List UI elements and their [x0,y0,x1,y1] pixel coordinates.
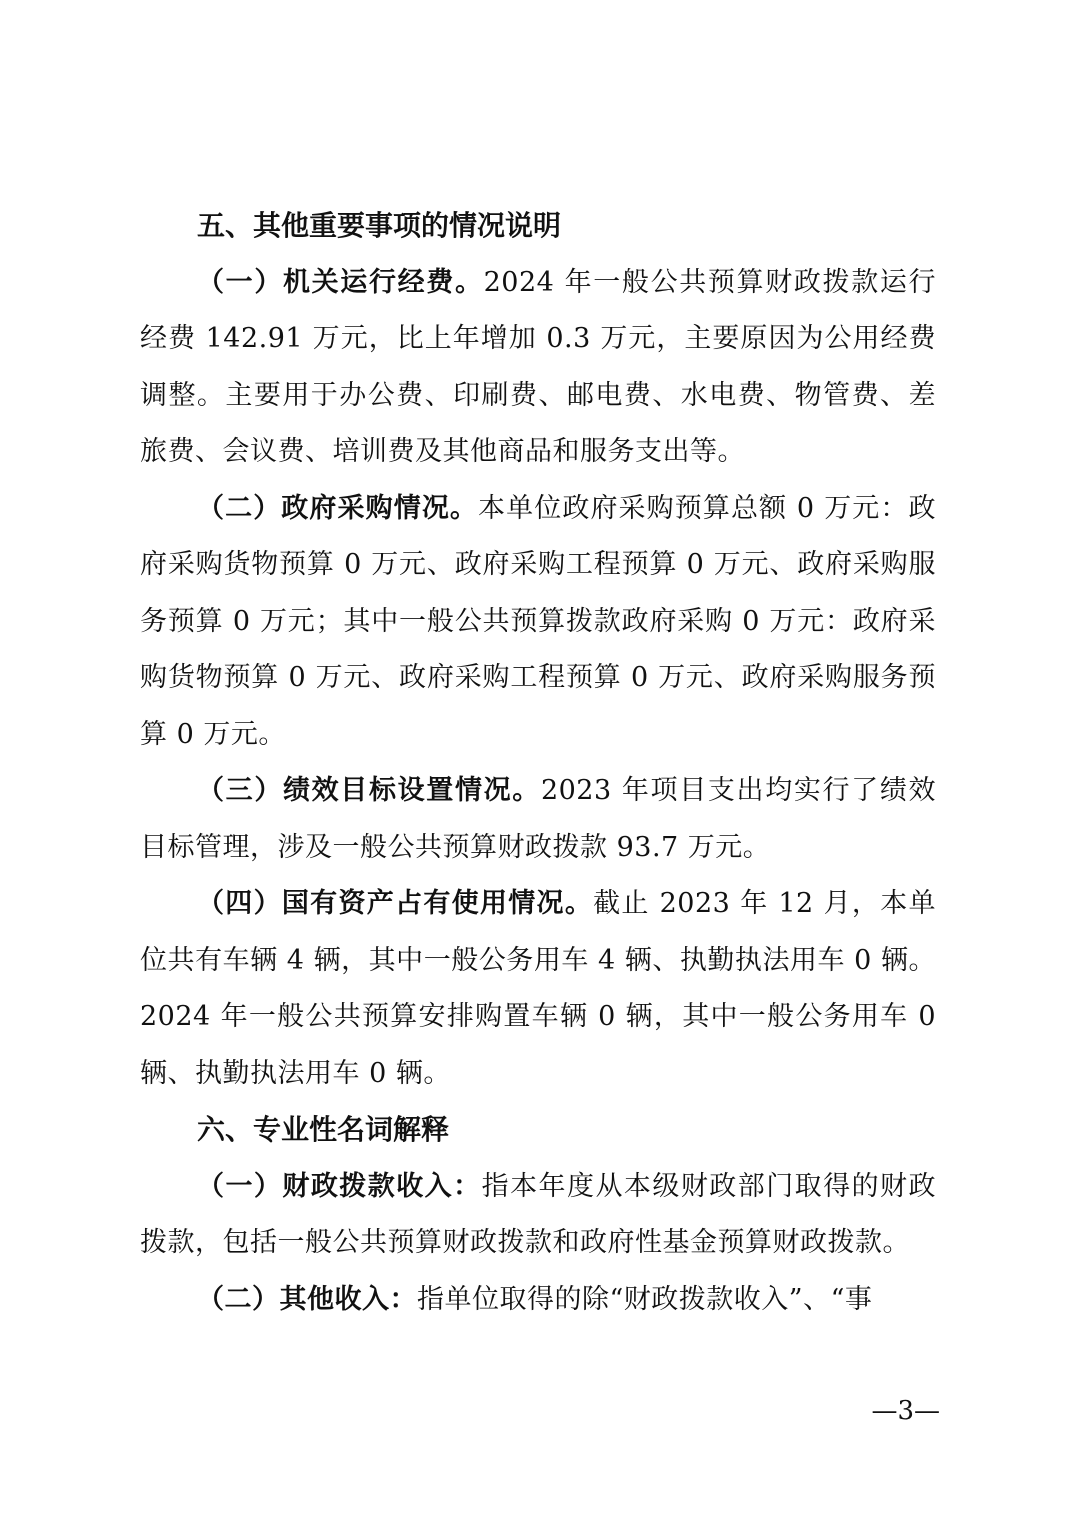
paragraph-text: 本单位政府采购预算总额 0 万元：政府采购货物预算 0 万元、政府采购工程预算 0 万元、政府采购服务预算 0 万元；其中一般公共预算拨款政府采购 0 万元：政府采购货物预算 0 万元、政府采购工程预算 0 万元、政府采购服务预算 0 万元。 [140,492,937,750]
page-number: —3— [871,1396,940,1426]
paragraph-text: 2023 年项目支出均实行了绩效目标管理，涉及一般公共预算财政拨款 93.7 万元。 [140,775,937,863]
paragraph-government-procurement [140,481,936,764]
document-body [140,198,936,1328]
paragraph-state-assets [140,876,936,1102]
paragraph-lead: （一）机关运行经费。 [197,266,484,298]
section-heading-glossary: 六、专业性名词解释 [197,1113,450,1146]
paragraph-text: 截止 2023 年 12 月，本单位共有车辆 4 辆，其中一般公务用车 4 辆、执勤执法用车 0 辆。2024 年一般公共预算安排购置车辆 0 辆，其中一般公务用车 0 辆、执勤执法用车 0 辆。 [140,888,936,1089]
paragraph-text: 指本年度从本级财政部门取得的财政拨款，包括一般公共预算财政拨款和政府性基金预算财政拨款。 [140,1170,937,1258]
paragraph-lead: （二）政府采购情况。 [197,492,479,524]
paragraph-performance-targets [140,763,936,876]
paragraph-lead: （四）国有资产占有使用情况。 [197,888,594,919]
paragraph-operating-expenses [140,255,936,481]
section-heading-other-matters: 五、其他重要事项的情况说明 [197,209,562,242]
paragraph-lead: （二）其他收入： [197,1283,417,1315]
paragraph-other-income [140,1272,936,1329]
paragraph-text: 指单位取得的除“财政拨款收入”、“事 [417,1283,873,1315]
paragraph-fiscal-appropriation-income [140,1159,936,1272]
paragraph-lead: （三）绩效目标设置情况。 [197,775,541,806]
paragraph-text: 2024 年一般公共预算财政拨款运行经费 142.91 万元，比上年增加 0.3 万元，主要原因为公用经费调整。主要用于办公费、印刷费、邮电费、水电费、物管费、差旅费、会议费、培训费及其他商品和服务支出等。 [140,266,937,467]
paragraph-lead: （一）财政拨款收入： [197,1170,482,1202]
